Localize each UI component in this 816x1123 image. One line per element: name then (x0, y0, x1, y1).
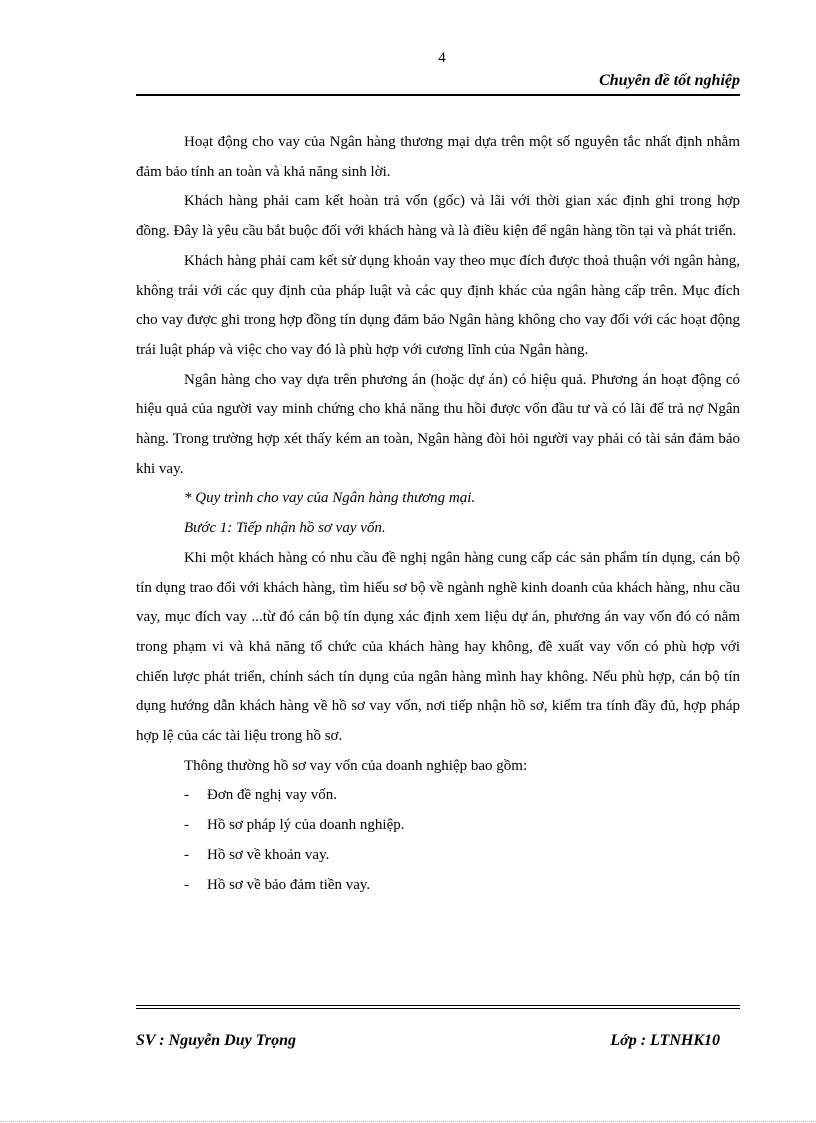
list-dash: - (184, 817, 189, 834)
header-rule (136, 94, 740, 96)
list-item (136, 871, 740, 901)
section-heading: * Quy trình cho vay của Ngân hàng thương mại. (184, 490, 476, 507)
list-item-text: Đơn đề nghị vay vốn. (207, 787, 337, 804)
page-number: 4 (438, 50, 446, 66)
footer-class: Lớp : LTNHK10 (610, 1032, 720, 1049)
paragraph-efficiency: Ngân hàng cho vay dựa trên phương án (hoặc dự án) có hiệu quả. Phương án hoạt động có hiệu quả của người vay minh chứng cho khả năng thu hồi được vốn đầu tư và có lãi để trả nợ Ngân hàng. Trong trường hợp xét thấy kém an toàn, Ngân hàng đòi hỏi người vay phải có tài sản đảm bảo khi vay. (136, 371, 740, 477)
list-item-text: Hồ sơ về bảo đảm tiền vay. (207, 876, 371, 893)
list-item (136, 781, 740, 811)
paragraph-step-1: Khi một khách hàng có nhu cầu đề nghị ngân hàng cung cấp các sản phẩm tín dụng, cán bộ tín dụng trao đổi với khách hàng, tìm hiểu sơ bộ về ngành nghề kinh doanh của khách hàng, nhu cầu vay, mục đích vay ...từ đó cán bộ tín dụng xác định xem liệu dự án, phương án vay vốn đó có nằm trong phạm vi và khả năng tổ chức của khách hàng hay không, đề xuất vay vốn có phù hợp với chiến lược phát triển, chính sách tín dụng của ngân hàng mình hay không. Nếu phù hợp, cán bộ tín dụng hướng dẫn khách hàng về hồ sơ vay vốn, nơi tiếp nhận hồ sơ, kiểm tra tính đầy đủ, hợp pháp hợp lệ của các tài liệu trong hồ sơ. (136, 549, 740, 745)
footer-student: SV : Nguyễn Duy Trọng (136, 1032, 297, 1049)
list-dash: - (184, 876, 189, 893)
page-edge (0, 1121, 816, 1122)
paragraph-purpose: Khách hàng phải cam kết sử dụng khoản vay theo mục đích được thoả thuận với ngân hàng, không trái với các quy định của pháp luật và các quy định khác của ngân hàng cấp trên. Mục đích cho vay được ghi trong hợp đồng tín dụng đảm bảo Ngân hàng không cho vay đối với các hoạt động trái luật pháp và việc cho vay đó là phù hợp với cương lĩnh của Ngân hàng. (136, 252, 740, 358)
footer-rule (136, 1005, 740, 1009)
paragraph-principles: Hoạt động cho vay của Ngân hàng thương mại dựa trên một số nguyên tắc nhất định nhằm đảm bảo tính an toàn và khả năng sinh lời. (136, 134, 740, 180)
paragraph-repayment: Khách hàng phải cam kết hoàn trả vốn (gốc) và lãi với thời gian xác định ghi trong hợp đồng. Đây là yêu cầu bắt buộc đối với khách hàng và là điều kiện để ngân hàng tồn tại và phát triển. (136, 193, 740, 240)
list-intro: Thông thường hồ sơ vay vốn của doanh nghiệp bao gồm: (184, 757, 528, 774)
list-item-text: Hồ sơ về khoản vay. (207, 846, 330, 863)
list-item (136, 811, 740, 841)
list-item (136, 841, 740, 871)
list-item-text: Hồ sơ pháp lý của doanh nghiệp. (207, 817, 405, 834)
step-heading: Bước 1: Tiếp nhận hồ sơ vay vốn. (184, 520, 386, 537)
header-title: Chuyên đề tốt nghiệp (599, 72, 740, 89)
list-dash: - (184, 846, 189, 863)
list-dash: - (184, 787, 189, 804)
document-body (136, 128, 740, 900)
